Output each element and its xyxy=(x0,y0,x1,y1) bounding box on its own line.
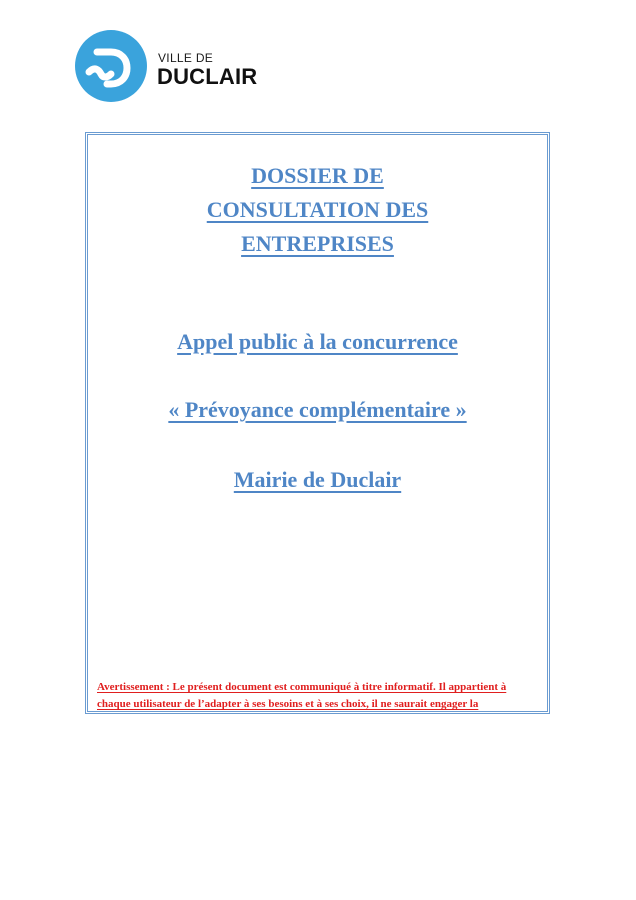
warning-notice xyxy=(97,679,541,713)
warning-line-2: chaque utilisateur de l’adapter à ses besoins et à ses choix, il ne saurait engager la xyxy=(97,698,479,710)
title-line-1: DOSSIER DE xyxy=(251,163,384,188)
project-block xyxy=(88,393,547,427)
document-title xyxy=(88,159,547,261)
title-line-2: CONSULTATION DES xyxy=(206,197,429,222)
logo-ville-de-text: VILLE DE xyxy=(158,51,214,65)
ville-de-duclair-logo xyxy=(75,30,265,105)
organization-name: Mairie de Duclair xyxy=(233,467,402,492)
cover-frame xyxy=(85,132,550,714)
project-name: « Prévoyance complémentaire » xyxy=(168,397,467,422)
title-line-3: ENTREPRISES xyxy=(241,231,394,256)
subtitle: Appel public à la concurrence xyxy=(177,329,458,354)
logo-duclair-text: DUCLAIR xyxy=(157,64,258,89)
warning-line-1: Avertissement : Le présent document est communiqué à titre informatif. Il appartient à xyxy=(97,681,507,693)
duclair-logo-icon xyxy=(75,30,147,102)
organization-block xyxy=(88,463,547,497)
subtitle-block xyxy=(88,325,547,359)
